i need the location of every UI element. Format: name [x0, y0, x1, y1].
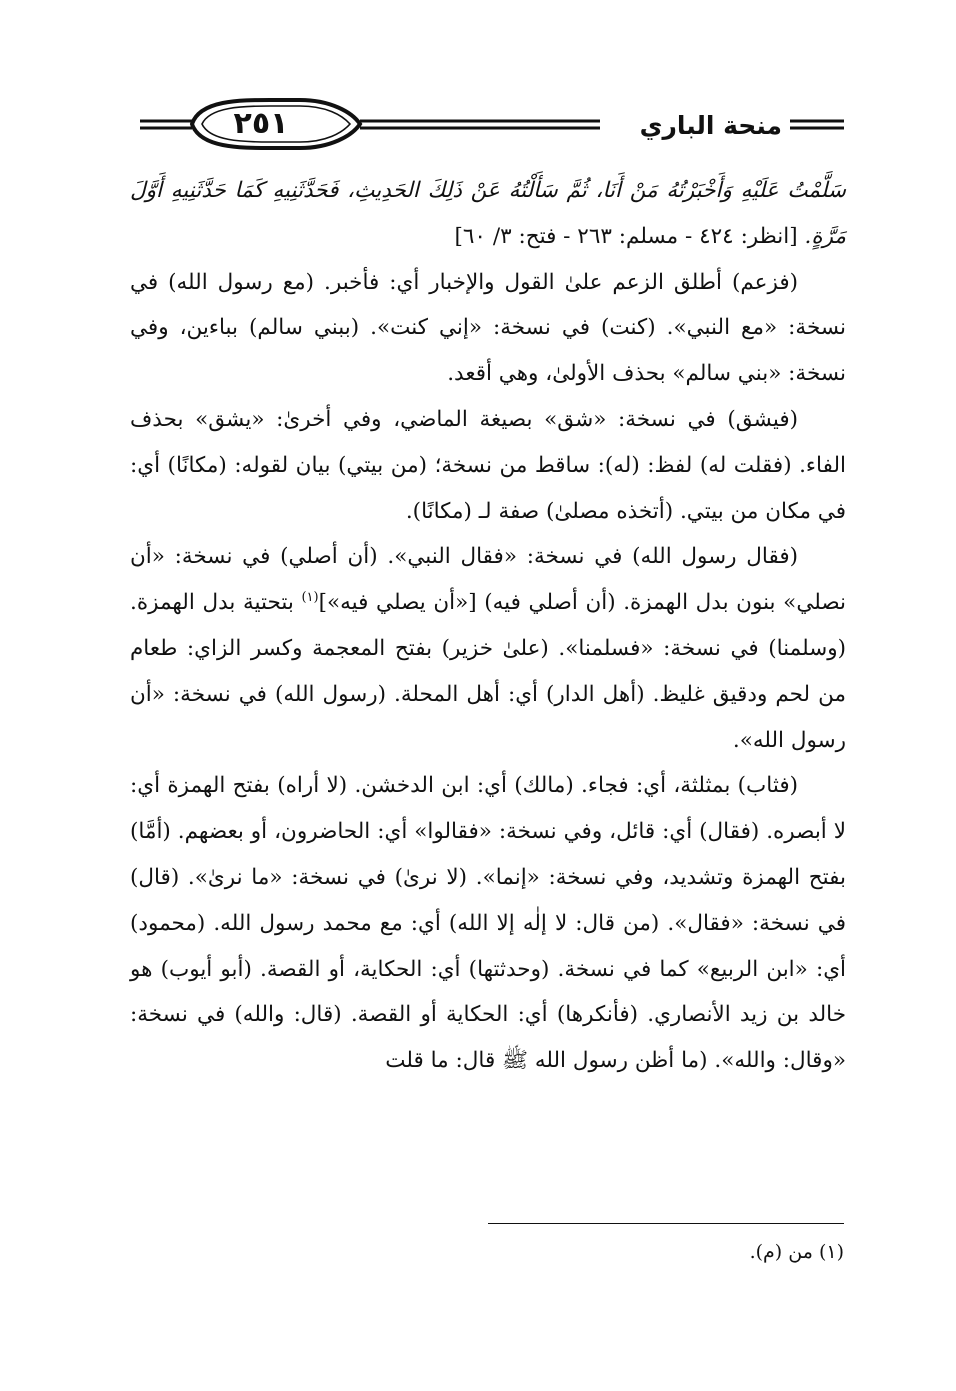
- commentary-paragraph-1: (فزعم) أطلق الزعم علىٰ القول والإخبار أي: فأخبر. (مع رسول الله) في نسخة: «مع النبي». (كنت) في نسخة: «إني كنت». (ببني سالم) بباءين، وفي نسخة: «بني سالم» بحذف الأولىٰ، وهي أقعد.: [130, 269, 846, 387]
- footnote: (١) من (م).: [749, 1241, 844, 1263]
- book-title: منحة الباري: [639, 111, 782, 140]
- commentary-paragraph-4: (فثاب) بمثلثة، أي: فجاء. (مالك) أي: ابن الدخشن. (لا أراه) بفتح الهمزة أي: لا أبصره. (فقال) أي: قائل، وفي نسخة: «فقالوا» أي: الحاضرون، أو بعضهم. (أمَّا) بفتح الهمزة وتشديد، وفي نسخة: «إنما». (لا نرىٰ) في نسخة: «ما نرىٰ». (قال) في نسخة: «فقال». (من قال: لا إلٰه إلا الله) أي: مع محمد رسول الله. (محمود) أي: «ابن الربيع» كما في نسخة. (وحدثتها) أي: الحكاية، أو القصة. (أبو أيوب) هو خالد بن زيد الأنصاري. (فأنكرها) أي: الحكاية أو القصة. (قال: والله) في نسخة: «وقال: والله». (ما أظن رسول الله ﷺ قال: ما قلت: [130, 773, 846, 1074]
- hadith-reference: [انظر: ٤٢٤ - مسلم: ٢٦٣ - فتح: ٣/ ٦٠]: [454, 223, 798, 249]
- commentary-paragraph-2: (فيشق) في نسخة: «شق» بصيغة الماضي، وفي أخرىٰ: «يشق» بحذف الفاء. (فقلت له) لفظ: (له): ساقط من نسخة؛ (من بيتي) بيان لقوله: (مكانًا) أي: في مكان من بيتي. (أتخذه مصلىٰ) صفة لـ (مكانًا).: [130, 406, 846, 524]
- commentary-paragraph-3: [130, 534, 846, 763]
- page-number: ٢٥١: [233, 106, 289, 141]
- commentary-paragraph-3-part-a: (فقال رسول الله) في نسخة: «فقال النبي». (أن أصلي) في نسخة: «أن نصلي» بنون بدل الهمزة. (أن أصلي فيه) [«أن يصلي فيه»]: [130, 544, 846, 616]
- page-body: [130, 168, 846, 1084]
- hadith-paragraph: [130, 168, 846, 260]
- page-header: [130, 92, 848, 158]
- footnote-divider: [488, 1223, 844, 1224]
- footnote-marker[interactable]: (١): [301, 590, 319, 606]
- commentary-paragraph-3-part-b: بتحتية بدل الهمزة. (وسلمنا) في نسخة: «فسلمنا». (علىٰ خزير) بفتح المعجمة وكسر الزاي: طعام من لحم ودقيق غليظ. (أهل الدار) أي: أهل المحلة. (رسول الله) في نسخة: «أن رسول الله».: [130, 590, 846, 753]
- hadith-text: سَلَّمْتُ عَلَيْهِ وَأَخْبَرْتُهُ مَنْ أَنَا، ثُمَّ سَأَلْتُهُ عَنْ ذَلِكَ الحَدِيثِ، فَحَدَّثَنِيهِ كَمَا حَدَّثَنِيهِ أَوَّلَ مَرَّةٍ.: [130, 178, 846, 249]
